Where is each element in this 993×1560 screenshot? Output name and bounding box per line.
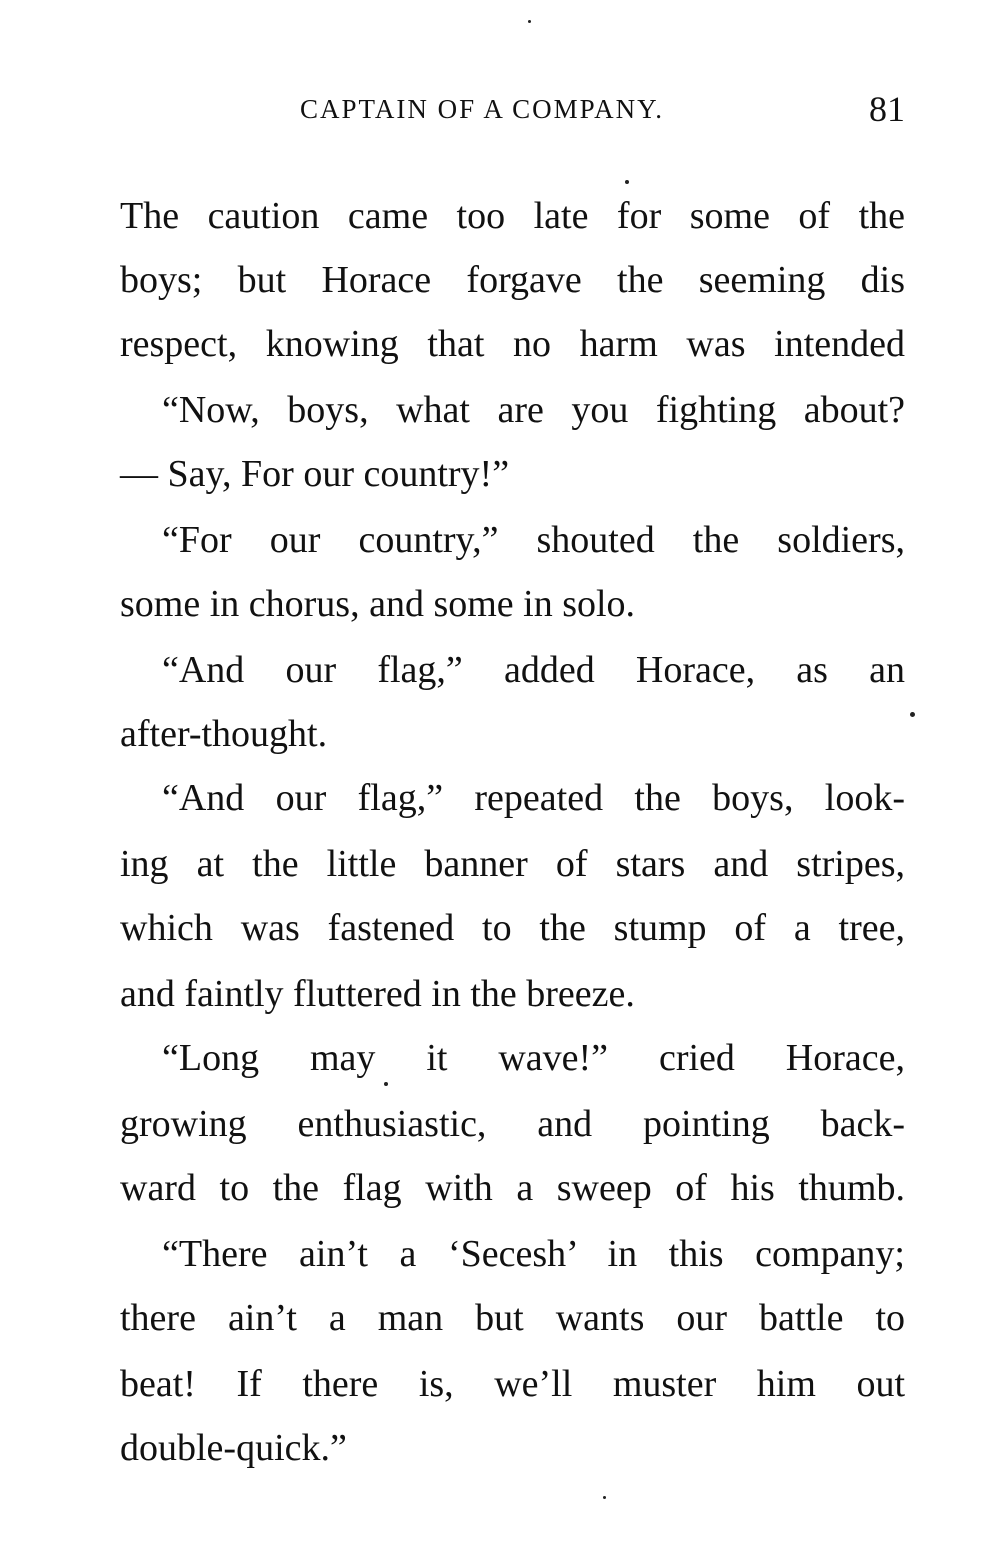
scan-speck: [910, 712, 915, 717]
text-line: boys; but Horace forgave the seeming dis: [120, 259, 905, 301]
text-line: ing at the little banner of stars and stripes,: [120, 843, 905, 885]
scan-speck: [625, 180, 629, 184]
text-line: “Now, boys, what are you fighting about?: [162, 389, 905, 431]
text-line: some in chorus, and some in solo.: [120, 583, 636, 625]
running-title: CAPTAIN OF A COMPANY.: [300, 94, 664, 124]
text-line: The caution came too late for some of the: [120, 195, 905, 237]
text-line: beat! If there is, we’ll muster him out: [120, 1363, 905, 1405]
text-line: “There ain’t a ‘Secesh’ in this company;: [162, 1233, 905, 1275]
scan-speck: [603, 1496, 606, 1499]
text-line: “Long may it wave!” cried Horace,: [162, 1037, 905, 1079]
text-line: and faintly fluttered in the breeze.: [120, 973, 635, 1015]
running-head: [120, 88, 905, 132]
text-line: ward to the flag with a sweep of his thumb.: [120, 1167, 905, 1209]
text-line: “And our flag,” repeated the boys, look-: [162, 777, 905, 819]
text-line: there ain’t a man but wants our battle to: [120, 1297, 905, 1339]
text-line: double-quick.”: [120, 1427, 347, 1469]
scan-speck: [528, 20, 531, 23]
text-line: growing enthusiastic, and pointing back-: [120, 1103, 905, 1145]
page-number: 81: [869, 89, 905, 129]
text-line: “And our flag,” added Horace, as an: [162, 649, 905, 691]
text-line: respect, knowing that no harm was intended: [120, 323, 905, 365]
text-line: — Say, For our country!”: [120, 453, 510, 495]
text-line: which was fastened to the stump of a tree,: [120, 907, 905, 949]
scan-speck: [384, 1082, 388, 1086]
text-line: after-thought.: [120, 713, 328, 755]
text-line: “For our country,” shouted the soldiers,: [162, 519, 905, 561]
